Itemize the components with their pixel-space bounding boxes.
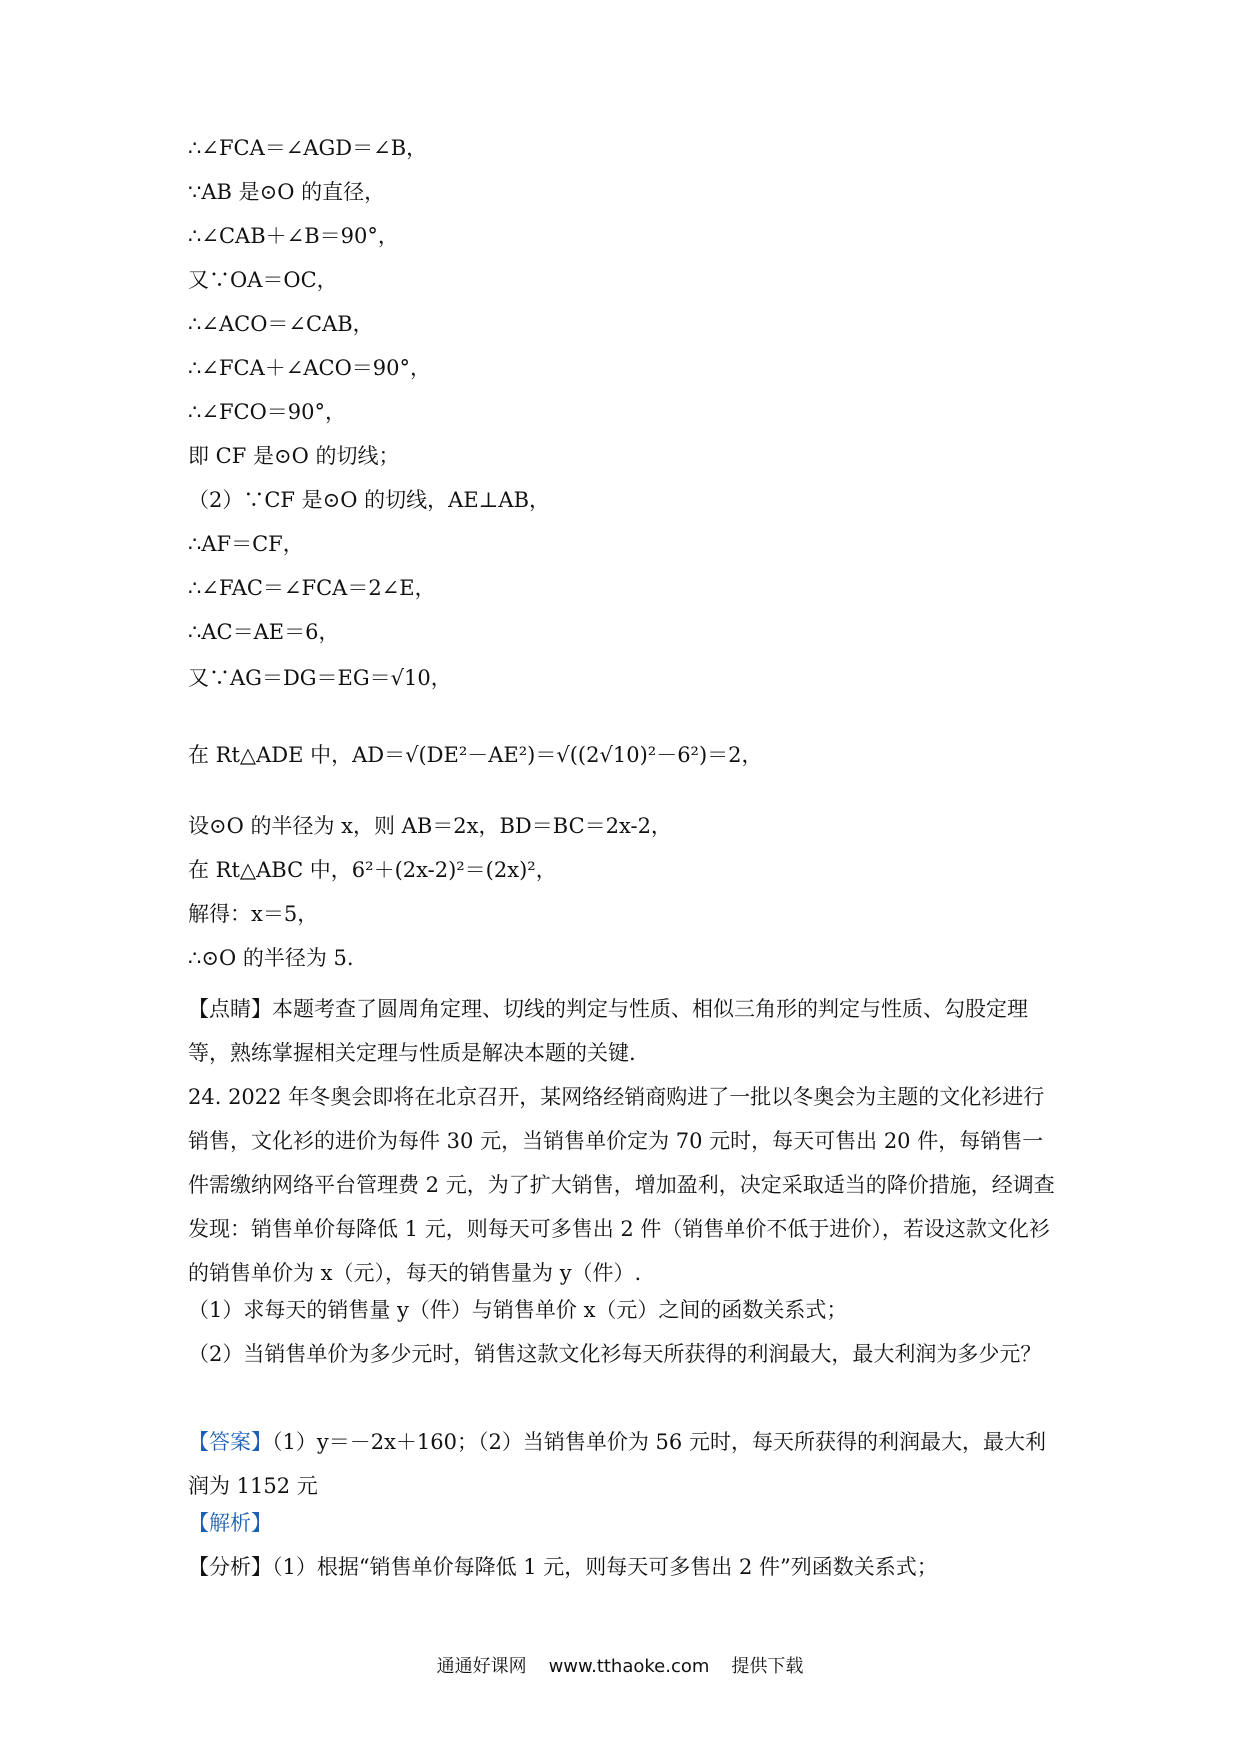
proof-line: 又∵AG＝DG＝EG＝√10，: [188, 666, 452, 690]
proof-line: ∴⊙O 的半径为 5.: [188, 946, 354, 970]
proof-line: 即 CF 是⊙O 的切线；: [188, 444, 400, 468]
proof-line: ∴AF＝CF，: [188, 532, 304, 556]
footer-site: 通通好课网: [436, 1656, 527, 1677]
footer-action: 提供下载: [731, 1656, 804, 1677]
proof-line: 在 Rt△ADE 中，AD＝√(DE²－AE²)＝√((2√10)²－6²)＝2，: [188, 743, 763, 767]
question-paragraph: 24. 2022 年冬奥会即将在北京召开，某网络经销商购进了一批以冬奥会为主题的文化衫进行销售，文化衫的进价为每件 30 元，当销售单价定为 70 元时，每天可售出 20 件，每销售一件需缴纳网络平台管理费 2 元，为了扩大销售，增加盈利，决定采取适当的降价措施，经调查发现：销售单价每降低 1 元，则每天可多售出 2 件（销售单价不低于进价），若设这款文化衫的销售单价为 x（元），每天的销售量为 y（件）.: [188, 1085, 1055, 1285]
proof-line: ∴∠FAC＝∠FCA＝2∠E，: [188, 576, 436, 600]
proof-line: ∴∠FCA＝∠AGD＝∠B，: [188, 136, 428, 160]
question-part-2: （2）当销售单价为多少元时，销售这款文化衫每天所获得的利润最大，最大利润为多少元？: [188, 1342, 1042, 1366]
proof-line: ∴∠ACO＝∠CAB，: [188, 312, 374, 336]
analysis-label: 【解析】: [188, 1511, 272, 1535]
question-part-1: （1）求每天的销售量 y（件）与销售单价 x（元）之间的函数关系式；: [188, 1298, 848, 1322]
proof-line: ∴∠FCA＋∠ACO＝90°，: [188, 356, 432, 380]
fenxi-label: 【分析】: [188, 1555, 272, 1579]
proof-line: 设⊙O 的半径为 x，则 AB＝2x，BD＝BC＝2x-2，: [188, 814, 672, 838]
footer-url[interactable]: www.tthaoke.com: [548, 1656, 710, 1677]
proof-line: ∵AB 是⊙O 的直径，: [188, 180, 386, 204]
answer-text: （1）y＝－2x＋160；（2）当销售单价为 56 元时，每天所获得的利润最大，最大利润为 1152 元: [188, 1430, 1046, 1498]
proof-line: 在 Rt△ABC 中，6²＋(2x-2)²＝(2x)²，: [188, 858, 557, 882]
proof-line: 解得：x＝5，: [188, 902, 319, 926]
comment-label: 【点睛】: [188, 997, 272, 1021]
comment-paragraph: [188, 987, 1058, 1075]
proof-line: ∴AC＝AE＝6，: [188, 620, 340, 644]
fenxi-paragraph: [188, 1552, 938, 1582]
page-footer: [0, 1652, 1240, 1678]
proof-line: ∴∠CAB＋∠B＝90°，: [188, 224, 399, 248]
proof-line: （2）∵CF 是⊙O 的切线，AE⊥AB，: [188, 488, 551, 512]
fenxi-text: （1）根据“销售单价每降低 1 元，则每天可多售出 2 件”列函数关系式；: [272, 1555, 938, 1579]
proof-line: ∴∠FCO＝90°，: [188, 400, 347, 424]
answer-label: 【答案】: [188, 1430, 272, 1454]
proof-line: 又∵OA＝OC，: [188, 268, 338, 292]
comment-text: 本题考查了圆周角定理、切线的判定与性质、相似三角形的判定与性质、勾股定理等，熟练掌握相关定理与性质是解决本题的关键.: [188, 997, 1028, 1065]
answer-paragraph: [188, 1420, 1058, 1508]
